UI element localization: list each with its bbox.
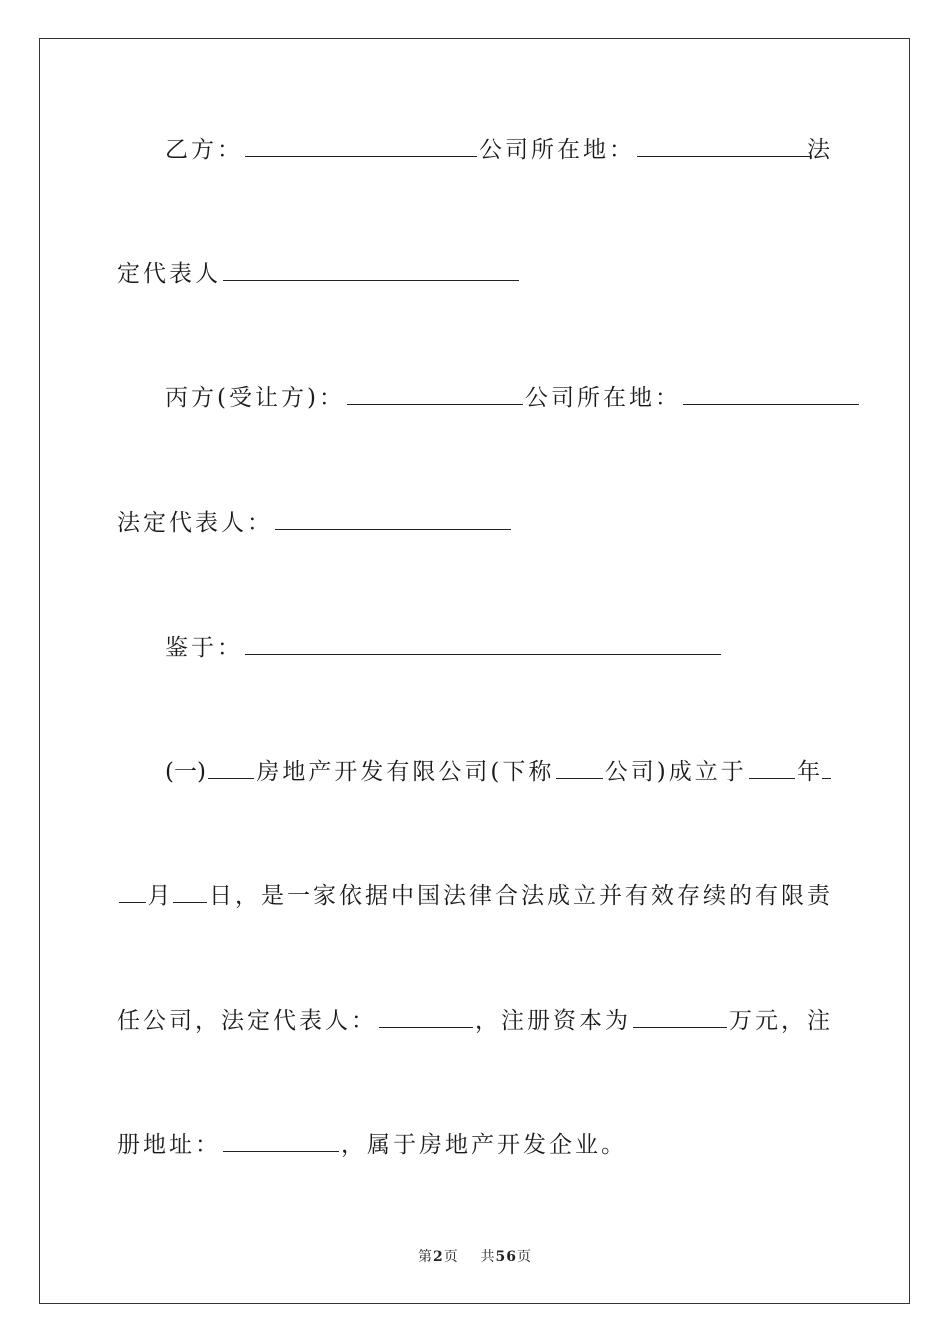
party-c-location-label: 公司所在地：: [524, 385, 681, 411]
party-c-label: 丙方(受让方)：: [165, 385, 345, 411]
party-c-rep-label: 法定代表人：: [117, 510, 273, 536]
party-b-rep-label-end: 定代表人: [117, 261, 221, 287]
page-unit: 页: [443, 1249, 459, 1265]
page-footer: [0, 1246, 950, 1266]
party-c-name-blank: [347, 378, 523, 405]
page-frame: [39, 38, 910, 1304]
company-short-name-blank: [556, 752, 602, 779]
clause-1-month-char: 月: [147, 883, 171, 909]
clause-1-prefix: (一): [165, 759, 206, 785]
registered-capital-blank: [633, 1001, 727, 1028]
clause-1-line4-start: 册地址：: [117, 1132, 221, 1158]
registered-address-blank: [223, 1125, 339, 1152]
month-blank-end: [119, 876, 146, 903]
party-b-rep-label-start: 法: [807, 137, 833, 163]
page-prefix: 第: [417, 1249, 433, 1265]
clause-1-line3-start: 任公司，法定代表人：: [117, 1008, 377, 1034]
whereas-line: [117, 628, 833, 668]
clause-1-line2-text: 日，是一家依据中国法律合法成立并有效存续的有限责: [209, 883, 833, 909]
party-b-line: [117, 130, 833, 170]
party-c-rep-line: [117, 503, 833, 543]
party-b-name-blank: [245, 130, 477, 157]
party-c-location-blank: [683, 378, 859, 405]
legal-rep-blank: [379, 1001, 473, 1028]
clause-1-line-3: [117, 1001, 833, 1041]
party-b-location-label: 公司所在地：: [479, 137, 635, 163]
clause-1-company-type: 房地产开发有限公司(下称: [256, 759, 555, 785]
clause-1-line-2: [117, 876, 833, 916]
year-blank: [749, 752, 795, 779]
clause-1-line-4: [117, 1125, 833, 1165]
party-b-rep-line: [117, 254, 833, 294]
total-prefix: 共: [480, 1249, 496, 1265]
party-c-line: [117, 378, 833, 418]
whereas-label: 鉴于：: [165, 635, 243, 661]
total-unit: 页: [517, 1249, 533, 1265]
party-c-rep-blank: [275, 503, 511, 530]
clause-1-line-1: [117, 752, 833, 792]
page-total: 56: [495, 1249, 518, 1265]
company-name-blank: [208, 752, 254, 779]
month-blank-start: [822, 752, 831, 779]
clause-1-company-short-suffix: 公司)成立于: [604, 759, 747, 785]
clause-1-line3-mid: ，注册资本为: [475, 1008, 631, 1034]
party-b-rep-blank: [223, 254, 519, 281]
party-b-location-blank: [637, 130, 811, 157]
whereas-blank: [245, 628, 721, 655]
day-blank: [173, 876, 207, 903]
party-b-label: 乙方：: [165, 137, 243, 163]
clause-1-year-char: 年: [797, 759, 821, 785]
clause-1-line3-end: 万元，注: [729, 1008, 833, 1034]
clause-1-line4-end: ，属于房地产开发企业。: [341, 1132, 627, 1158]
page-current: 2: [432, 1249, 444, 1265]
